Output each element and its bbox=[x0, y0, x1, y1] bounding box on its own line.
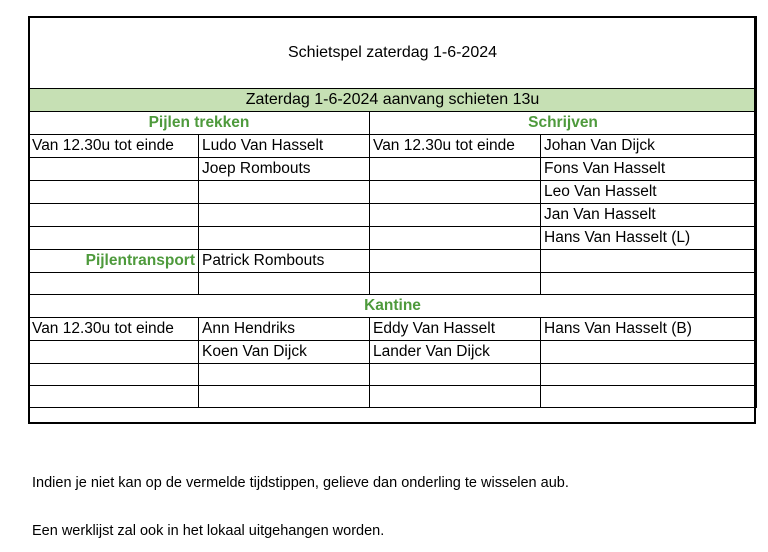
cell-name: Joep Rombouts bbox=[199, 158, 370, 181]
cell-name: Ann Hendriks bbox=[199, 318, 370, 341]
cell-empty bbox=[29, 273, 199, 295]
cell-empty bbox=[370, 364, 541, 386]
cell-empty bbox=[199, 227, 370, 250]
cell-empty bbox=[29, 204, 199, 227]
note-worklist: Een werklijst zal ook in het lokaal uitgehangen worden. bbox=[32, 523, 385, 539]
cell-empty bbox=[370, 386, 541, 408]
note-swap-times: Indien je niet kan op de vermelde tijdstippen, gelieve dan onderling te wisselen aub. bbox=[32, 475, 569, 491]
cell-name: Eddy Van Hasselt bbox=[370, 318, 541, 341]
date-banner: Zaterdag 1-6-2024 aanvang schieten 13u bbox=[29, 89, 757, 112]
table-row bbox=[29, 250, 757, 273]
cell-empty bbox=[541, 341, 757, 364]
section-schrijven: Schrijven bbox=[370, 112, 757, 135]
table-row bbox=[29, 204, 757, 227]
cell-empty bbox=[370, 158, 541, 181]
cell-empty bbox=[199, 204, 370, 227]
table-row bbox=[29, 341, 757, 364]
cell-empty bbox=[370, 250, 541, 273]
label-pijlentransport: Pijlentransport bbox=[29, 250, 199, 273]
table-row bbox=[29, 364, 757, 386]
cell-name: Jan Van Hasselt bbox=[541, 204, 757, 227]
cell-name: Hans Van Hasselt (L) bbox=[541, 227, 757, 250]
cell-time: Van 12.30u tot einde bbox=[29, 318, 199, 341]
cell-empty bbox=[29, 181, 199, 204]
cell-name: Fons Van Hasselt bbox=[541, 158, 757, 181]
table-row bbox=[29, 135, 757, 158]
table-row bbox=[29, 158, 757, 181]
cell-empty bbox=[370, 227, 541, 250]
cell-empty bbox=[541, 386, 757, 408]
schedule-table bbox=[28, 16, 757, 408]
table-row bbox=[29, 318, 757, 341]
section-header-row bbox=[29, 112, 757, 135]
table-row bbox=[29, 273, 757, 295]
cell-empty bbox=[29, 158, 199, 181]
page-title: Schietspel zaterdag 1-6-2024 bbox=[29, 17, 757, 89]
cell-name: Johan Van Dijck bbox=[541, 135, 757, 158]
section-header-row bbox=[29, 295, 757, 318]
schedule-sheet bbox=[28, 16, 756, 424]
subtitle-row bbox=[29, 89, 757, 112]
cell-empty bbox=[370, 204, 541, 227]
cell-time: Van 12.30u tot einde bbox=[370, 135, 541, 158]
cell-empty bbox=[29, 341, 199, 364]
cell-empty bbox=[199, 386, 370, 408]
cell-empty bbox=[541, 250, 757, 273]
cell-empty bbox=[370, 181, 541, 204]
cell-name: Patrick Rombouts bbox=[199, 250, 370, 273]
table-row bbox=[29, 181, 757, 204]
cell-name: Hans Van Hasselt (B) bbox=[541, 318, 757, 341]
section-kantine: Kantine bbox=[29, 295, 757, 318]
cell-empty bbox=[199, 273, 370, 295]
cell-empty bbox=[370, 273, 541, 295]
cell-empty bbox=[29, 364, 199, 386]
cell-empty bbox=[541, 364, 757, 386]
cell-empty bbox=[541, 273, 757, 295]
cell-name: Ludo Van Hasselt bbox=[199, 135, 370, 158]
cell-name: Koen Van Dijck bbox=[199, 341, 370, 364]
table-row bbox=[29, 386, 757, 408]
title-row bbox=[29, 17, 757, 89]
cell-name: Leo Van Hasselt bbox=[541, 181, 757, 204]
cell-empty bbox=[29, 386, 199, 408]
cell-empty bbox=[29, 227, 199, 250]
cell-empty bbox=[199, 364, 370, 386]
cell-time: Van 12.30u tot einde bbox=[29, 135, 199, 158]
section-pijlen-trekken: Pijlen trekken bbox=[29, 112, 370, 135]
cell-empty bbox=[199, 181, 370, 204]
cell-name: Lander Van Dijck bbox=[370, 341, 541, 364]
table-row bbox=[29, 227, 757, 250]
